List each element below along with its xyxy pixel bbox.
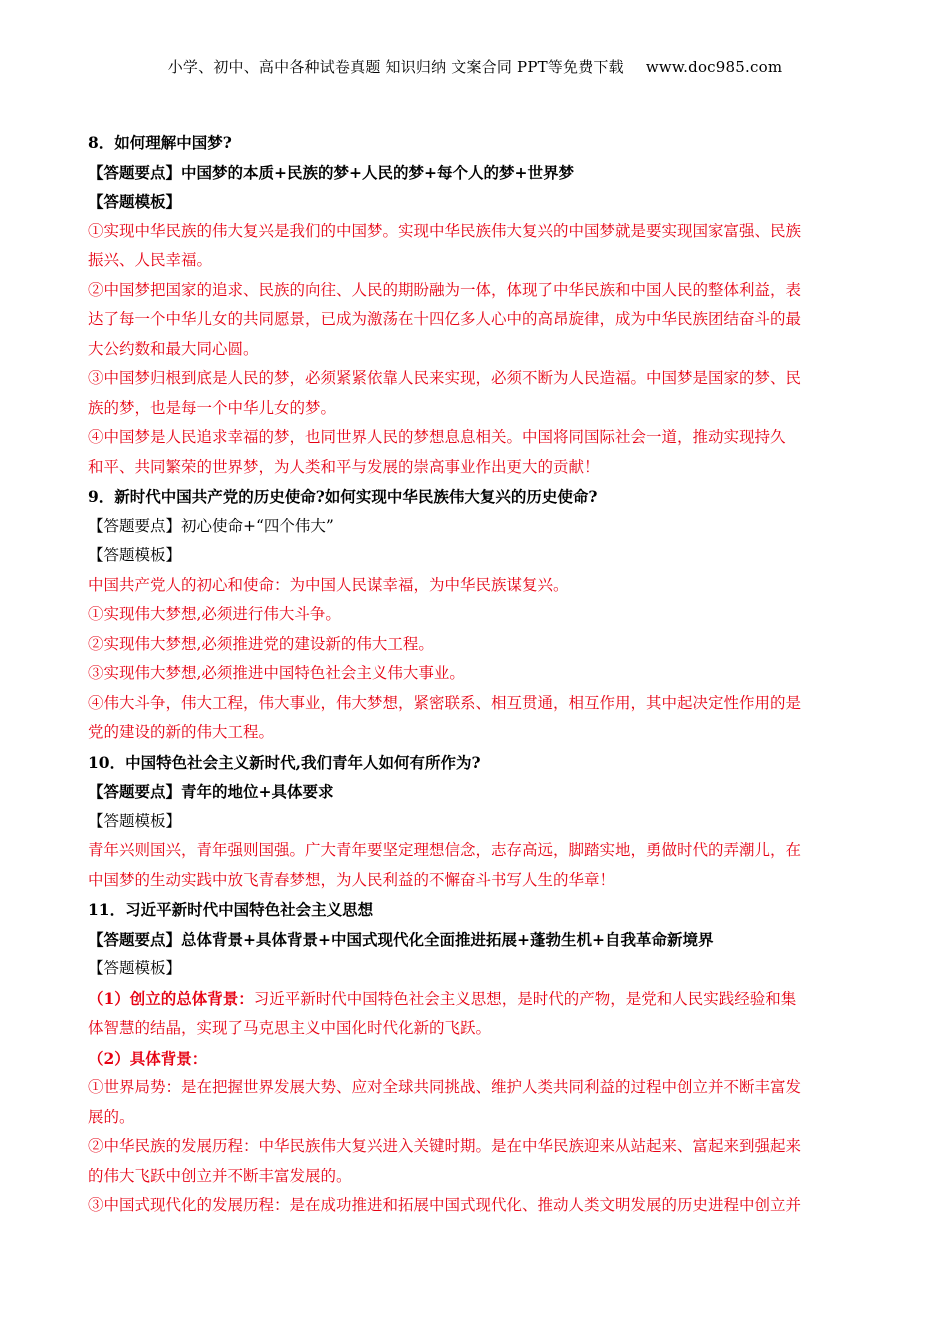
- answer-line: 中国共产党人的初心和使命：为中国人民谋幸福，为中华民族谋复兴。: [88, 575, 569, 594]
- answer-line: 的伟大飞跃中创立并不断丰富发展的。: [88, 1166, 352, 1185]
- answer-line: 中国梦的生动实践中放飞青春梦想，为人民利益的不懈奋斗书写人生的华章！: [88, 870, 616, 889]
- question-8-title: 8．如何理解中国梦?: [88, 133, 232, 152]
- answer-line: ②中国梦把国家的追求、民族的向往、人民的期盼融为一体，体现了中华民族和中国人民的整体利益，表: [88, 280, 802, 299]
- answer-line: ④中国梦是人民追求幸福的梦，也同世界人民的梦想息息相关。中国将同国际社会一道，推动实现持久: [88, 428, 786, 446]
- answer-line: 族的梦，也是每一个中华儿女的梦。: [88, 398, 337, 417]
- header-site-link[interactable]: www.doc985.com: [645, 58, 783, 76]
- question-9-points: 【答题要点】初心使命+“四个伟大”: [88, 516, 334, 535]
- answer-line: （1）创立的总体背景：习近平新时代中国特色社会主义思想，是时代的产物，是党和人民实践经验和集: [88, 988, 797, 1008]
- answer-line: ③中国式现代化的发展历程：是在成功推进和拓展中国式现代化、推动人类文明发展的历史进程中创立并: [88, 1196, 802, 1214]
- question-10-title: 10．中国特色社会主义新时代,我们青年人如何有所作为?: [88, 752, 481, 772]
- answer-line: ②实现伟大梦想,必须推进党的建设新的伟大工程。: [88, 634, 434, 653]
- question-9-title: 9．新时代中国共产党的历史使命?如何实现中华民族伟大复兴的历史使命?: [88, 487, 598, 506]
- answer-line: ①实现伟大梦想,必须进行伟大斗争。: [88, 605, 341, 623]
- answer-line: 青年兴则国兴，青年强则国强。广大青年要坚定理想信念，志存高远，脚踏实地，勇做时代的弄潮儿，在: [88, 841, 802, 859]
- answer-line: ①世界局势：是在把握世界发展大势、应对全球共同挑战、维护人类共同利益的过程中创立并不断丰富发: [88, 1078, 802, 1096]
- question-9-template-label: 【答题模板】: [88, 546, 182, 564]
- section-2-label: （2）具体背景：: [88, 1048, 208, 1068]
- answer-line: 达了每一个中华儿女的共同愿景，已成为激荡在十四亿多人心中的高昂旋律，成为中华民族团结奋斗的最: [88, 310, 802, 328]
- answer-line: 大公约数和最大同心圆。: [88, 339, 259, 358]
- question-11-template-label: 【答题模板】: [88, 959, 182, 977]
- question-10-template-label: 【答题模板】: [88, 811, 182, 830]
- section-1-label: （1）创立的总体背景：: [88, 988, 254, 1008]
- question-11-title: 11．习近平新时代中国特色社会主义思想: [88, 900, 374, 919]
- answer-line: 党的建设的新的伟大工程。: [88, 723, 275, 741]
- document-body: [88, 128, 862, 1221]
- answer-line: ③中国梦归根到底是人民的梦，必须紧紧依靠人民来实现，必须不断为人民造福。中国梦是国家的梦、民: [88, 369, 802, 387]
- answer-line: ②中华民族的发展历程：中华民族伟大复兴进入关键时期。是在中华民族迎来从站起来、富起来到强起来: [88, 1137, 802, 1155]
- answer-line: 振兴、人民幸福。: [88, 251, 213, 269]
- page-header: [0, 56, 950, 77]
- answer-line: 和平、共同繁荣的世界梦，为人类和平与发展的崇高事业作出更大的贡献！: [88, 457, 600, 476]
- question-8-points: 【答题要点】中国梦的本质+民族的梦+人民的梦+每个人的梦+世界梦: [88, 162, 574, 182]
- answer-line: ①实现中华民族的伟大复兴是我们的中国梦。实现中华民族伟大复兴的中国梦就是要实现国家富强、民族: [88, 221, 802, 240]
- question-11-points: 【答题要点】总体背景+具体背景+中国式现代化全面推进拓展+蓬勃生机+自我革命新境界: [88, 929, 714, 949]
- question-10-points: 【答题要点】青年的地位+具体要求: [88, 782, 334, 801]
- question-8-template-label: 【答题模板】: [88, 192, 182, 211]
- header-text: 小学、初中、高中各种试卷真题 知识归纳 文案合同 PPT等免费下载: [167, 58, 624, 76]
- answer-line: ③实现伟大梦想,必须推进中国特色社会主义伟大事业。: [88, 664, 465, 682]
- answer-line: 展的。: [88, 1107, 135, 1126]
- answer-line: ④伟大斗争，伟大工程，伟大事业，伟大梦想，紧密联系、相互贯通，相互作用，其中起决定性作用的是: [88, 693, 802, 712]
- answer-line: 体智慧的结晶，实现了马克思主义中国化时代化新的飞跃。: [88, 1019, 492, 1037]
